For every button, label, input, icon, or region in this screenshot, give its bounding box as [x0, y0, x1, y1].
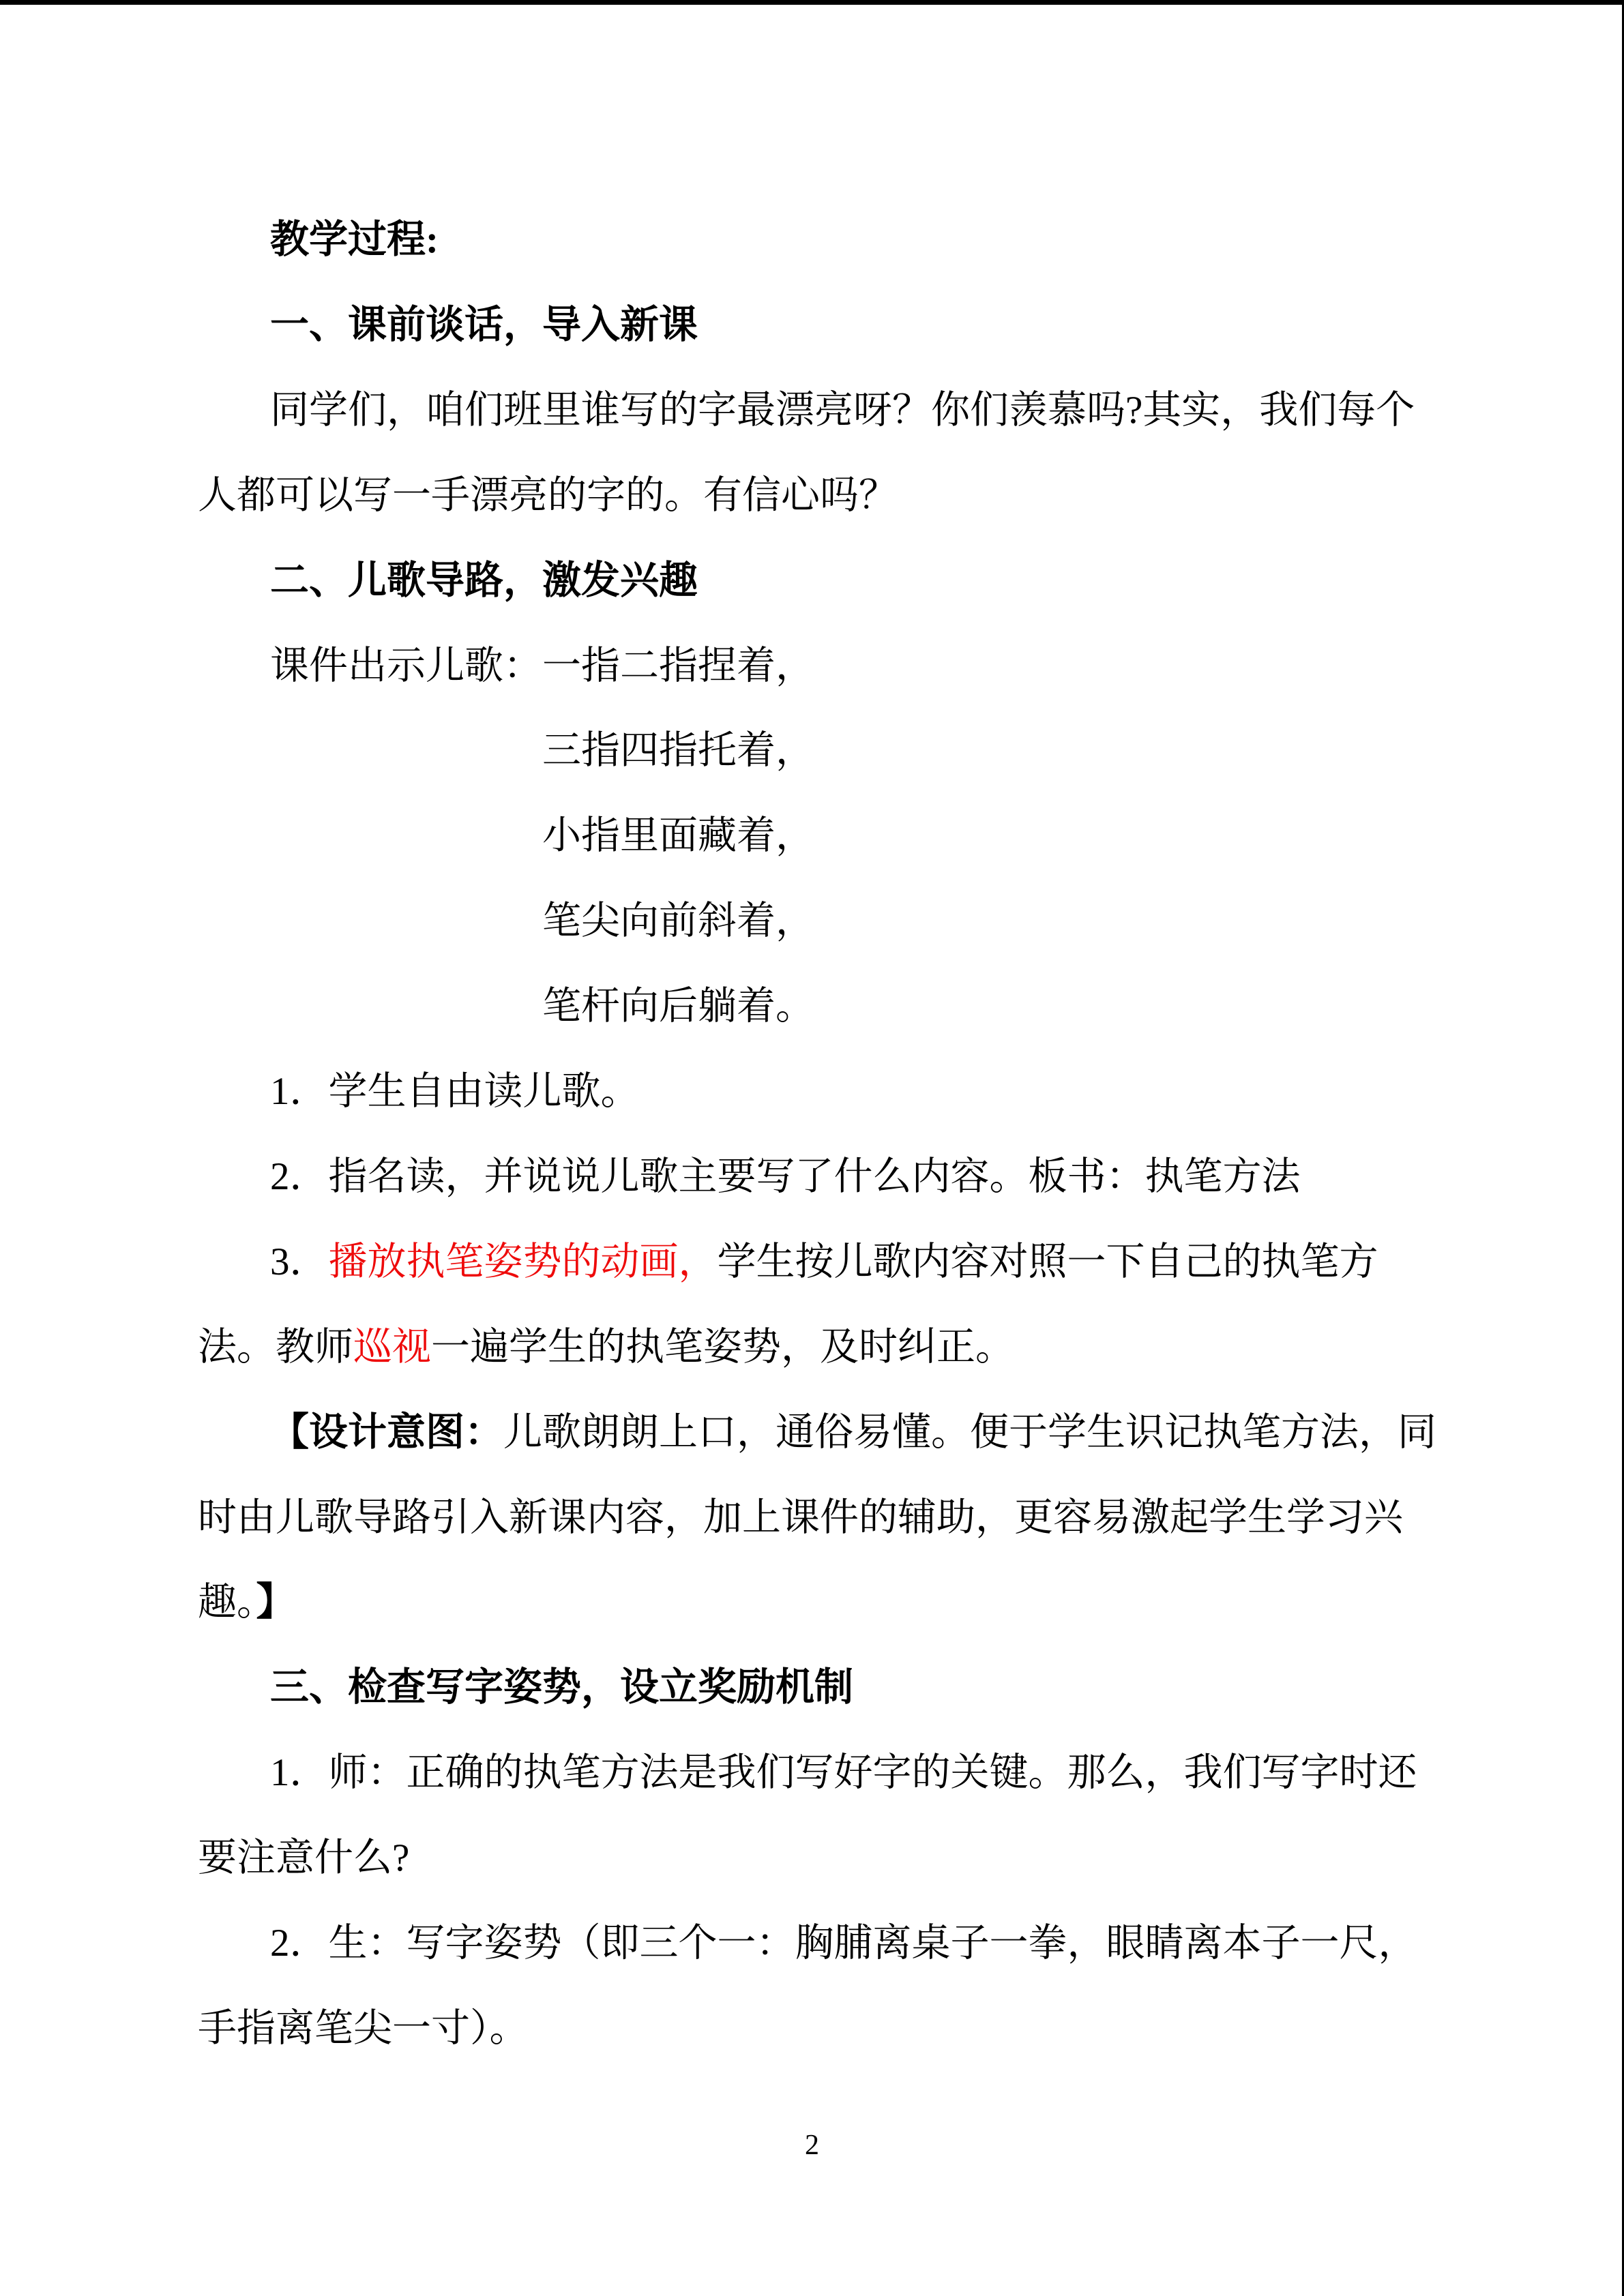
text-segment: 笔杆向后躺着。 [542, 985, 814, 1028]
text-segment: 二、儿歌导路，激发兴趣 [270, 559, 698, 602]
text-segment: 三、检查写字姿势，设立奖励机制 [270, 1666, 853, 1709]
design-intent-line-2 [198, 1496, 1403, 1540]
text-segment: 一、课前谈话，导入新课 [270, 303, 698, 346]
text-segment: 【设计意图： [270, 1411, 503, 1454]
dialog-teacher-line-2 [198, 1836, 409, 1880]
text-segment: 笔尖向前斜着， [542, 899, 814, 942]
text-segment: 学生按儿歌内容对照一下自己的执笔方 [717, 1240, 1378, 1283]
rhyme-line-3 [542, 814, 814, 858]
text-segment: 2．生：写字姿势（即三个一：胸脯离桌子一拳，眼睛离本子一尺， [270, 1922, 1417, 1965]
text-segment: 同学们，咱们班里谁写的字最漂亮呀？你们羡慕吗?其实，我们每个 [270, 389, 1415, 432]
step-2 [270, 1155, 1301, 1199]
text-segment: 】 [256, 1581, 295, 1624]
heading-section-three [270, 1666, 853, 1710]
heading-teaching-process [270, 218, 439, 262]
design-intent-line-3 [198, 1581, 295, 1624]
text-segment: 法。教师 [198, 1326, 353, 1369]
dialog-student-line-2 [198, 2007, 529, 2051]
text-segment: 2．指名读，并说说儿歌主要写了什么内容。板书：执笔方法 [270, 1155, 1301, 1198]
text-segment: 人都可以写一手漂亮的字的。有信心吗？ [198, 474, 898, 517]
page-number: 2 [805, 2130, 819, 2161]
text-segment: 儿歌朗朗上口，通俗易懂。便于学生识记执笔方法，同 [503, 1411, 1436, 1454]
para-intro-line-2 [198, 474, 898, 518]
rhyme-line-2 [542, 729, 814, 773]
text-segment: 课件出示儿歌：一指二指捏着， [270, 644, 814, 687]
rhyme-line-5 [542, 985, 814, 1028]
text-segment: 小指里面藏着， [542, 814, 814, 857]
red-emphasis-text: 播放执笔姿势的动画， [328, 1240, 718, 1283]
text-segment: 1．学生自由读儿歌。 [270, 1070, 640, 1113]
step-3-line-2 [198, 1326, 1014, 1369]
text-segment: 时由儿歌导路引入新课内容，加上课件的辅助，更容易激起学生学习兴 [198, 1496, 1403, 1539]
text-segment: 趣。 [198, 1581, 256, 1624]
design-intent-line-1 [270, 1411, 1436, 1455]
text-segment: 要注意什么? [198, 1836, 410, 1879]
text-segment: 三指四指托着， [542, 729, 814, 772]
text-segment: 教学过程: [270, 218, 439, 261]
step-1 [270, 1070, 640, 1114]
dialog-student-line-1 [270, 1922, 1417, 1965]
rhyme-line-1 [270, 644, 814, 688]
step-3-line-1 [270, 1240, 1378, 1284]
red-emphasis-text: 巡视 [353, 1326, 431, 1369]
heading-section-two [270, 559, 698, 603]
text-segment: 一遍学生的执笔姿势，及时纠正。 [431, 1326, 1014, 1369]
heading-section-one [270, 303, 698, 347]
dialog-teacher-line-1 [270, 1751, 1417, 1795]
text-segment: 手指离笔尖一寸）。 [198, 2007, 529, 2050]
text-segment: 3． [270, 1240, 329, 1283]
text-segment: 1．师：正确的执笔方法是我们写好字的关键。那么，我们写字时还 [270, 1751, 1417, 1794]
rhyme-line-4 [542, 899, 814, 943]
para-intro-line-1 [270, 389, 1415, 432]
